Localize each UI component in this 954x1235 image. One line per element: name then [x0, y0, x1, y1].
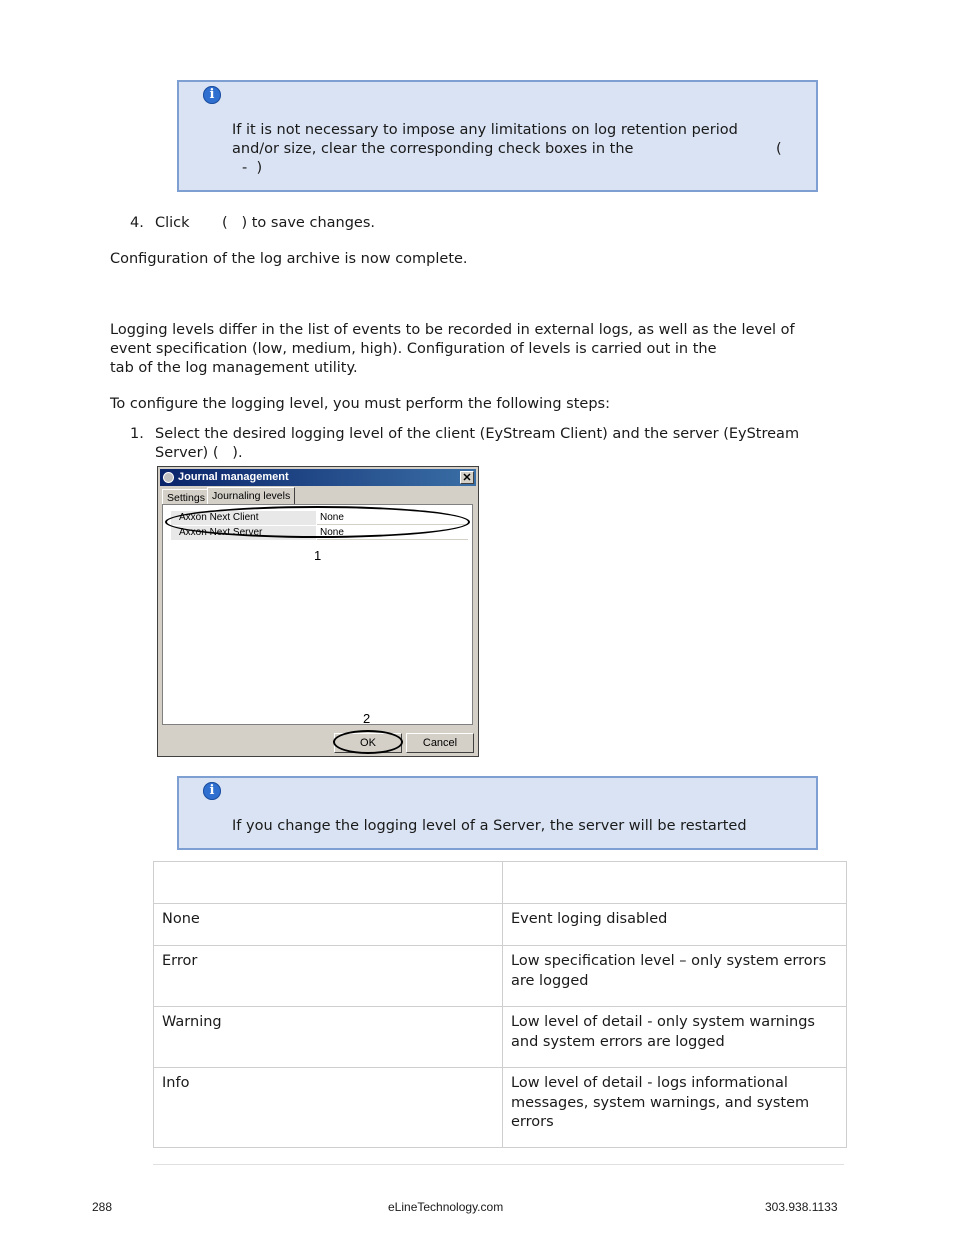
footer-phone: 303.938.1133 — [765, 1200, 838, 1214]
description-cell: Event loging disabled — [503, 904, 847, 946]
note-box — [177, 776, 818, 850]
note-line: ( — [776, 141, 782, 157]
close-icon[interactable]: ✕ — [460, 471, 474, 484]
callout-number: 2 — [363, 711, 371, 726]
table-row — [154, 904, 847, 946]
dialog-title: Journal management — [178, 471, 289, 483]
paragraph: Logging levels differ in the list of events to be recorded in external logs, as well as the level of — [110, 322, 795, 338]
table-header-cell — [503, 862, 847, 904]
table-row — [154, 946, 847, 1007]
footer-site: eLineTechnology.com — [388, 1200, 504, 1214]
callout-number: 1 — [314, 548, 322, 563]
app-icon — [163, 472, 174, 483]
level-cell: Info — [154, 1068, 503, 1148]
info-icon: i — [203, 782, 221, 800]
note-box — [177, 80, 818, 192]
step-text: ( ) to save changes. — [222, 215, 375, 231]
step-text: Click — [155, 215, 190, 231]
cancel-button[interactable]: Cancel — [406, 733, 474, 753]
step-text: Select the desired logging level of the client (EyStream Client) and the server (EyStream — [155, 426, 800, 442]
table-header-row — [154, 862, 847, 904]
paragraph: Configuration of the log archive is now complete. — [110, 251, 468, 267]
description-cell: Low level of detail - only system warnings and system errors are logged — [503, 1007, 847, 1068]
table-header-cell — [154, 862, 503, 904]
footer-divider — [153, 1164, 844, 1165]
callout-ellipse — [333, 730, 403, 754]
step-text: Server) ( ). — [155, 445, 243, 461]
level-cell: Warning — [154, 1007, 503, 1068]
level-row-value[interactable]: None — [317, 511, 468, 525]
step-number: 4. — [130, 215, 144, 231]
note-line: If it is not necessary to impose any limitations on log retention period — [232, 122, 738, 138]
table-row — [154, 1068, 847, 1148]
level-row-value[interactable]: None — [317, 526, 468, 540]
paragraph: To configure the logging level, you must perform the following steps: — [110, 396, 610, 412]
tab-settings[interactable]: Settings — [162, 489, 210, 504]
table-row — [154, 1007, 847, 1068]
level-row-name: Axxon Next Client — [171, 511, 316, 525]
tab-journaling-levels[interactable]: Journaling levels — [207, 487, 295, 505]
level-cell: Error — [154, 946, 503, 1007]
level-cell: None — [154, 904, 503, 946]
dialog-title-bar — [160, 469, 476, 486]
paragraph: event specification (low, medium, high). Configuration of levels is carried out in the — [110, 341, 717, 357]
step-number: 1. — [130, 426, 144, 442]
note-line: and/or size, clear the corresponding check boxes in the — [232, 141, 634, 157]
note-line: If you change the logging level of a Server, the server will be restarted — [232, 818, 747, 834]
description-cell: Low specification level – only system errors are logged — [503, 946, 847, 1007]
levels-panel — [162, 504, 473, 725]
journal-management-dialog — [157, 466, 479, 757]
logging-levels-table — [153, 861, 847, 1148]
description-cell: Low level of detail - logs informational messages, system warnings, and system errors — [503, 1068, 847, 1148]
ok-button[interactable]: OK — [334, 733, 402, 753]
info-icon: i — [203, 86, 221, 104]
paragraph: tab of the log management utility. — [110, 360, 358, 376]
page-number: 288 — [92, 1200, 113, 1214]
level-row-name: Axxon Next Server — [171, 526, 316, 540]
note-line: - ) — [242, 160, 263, 176]
callout-ellipse — [165, 506, 470, 538]
